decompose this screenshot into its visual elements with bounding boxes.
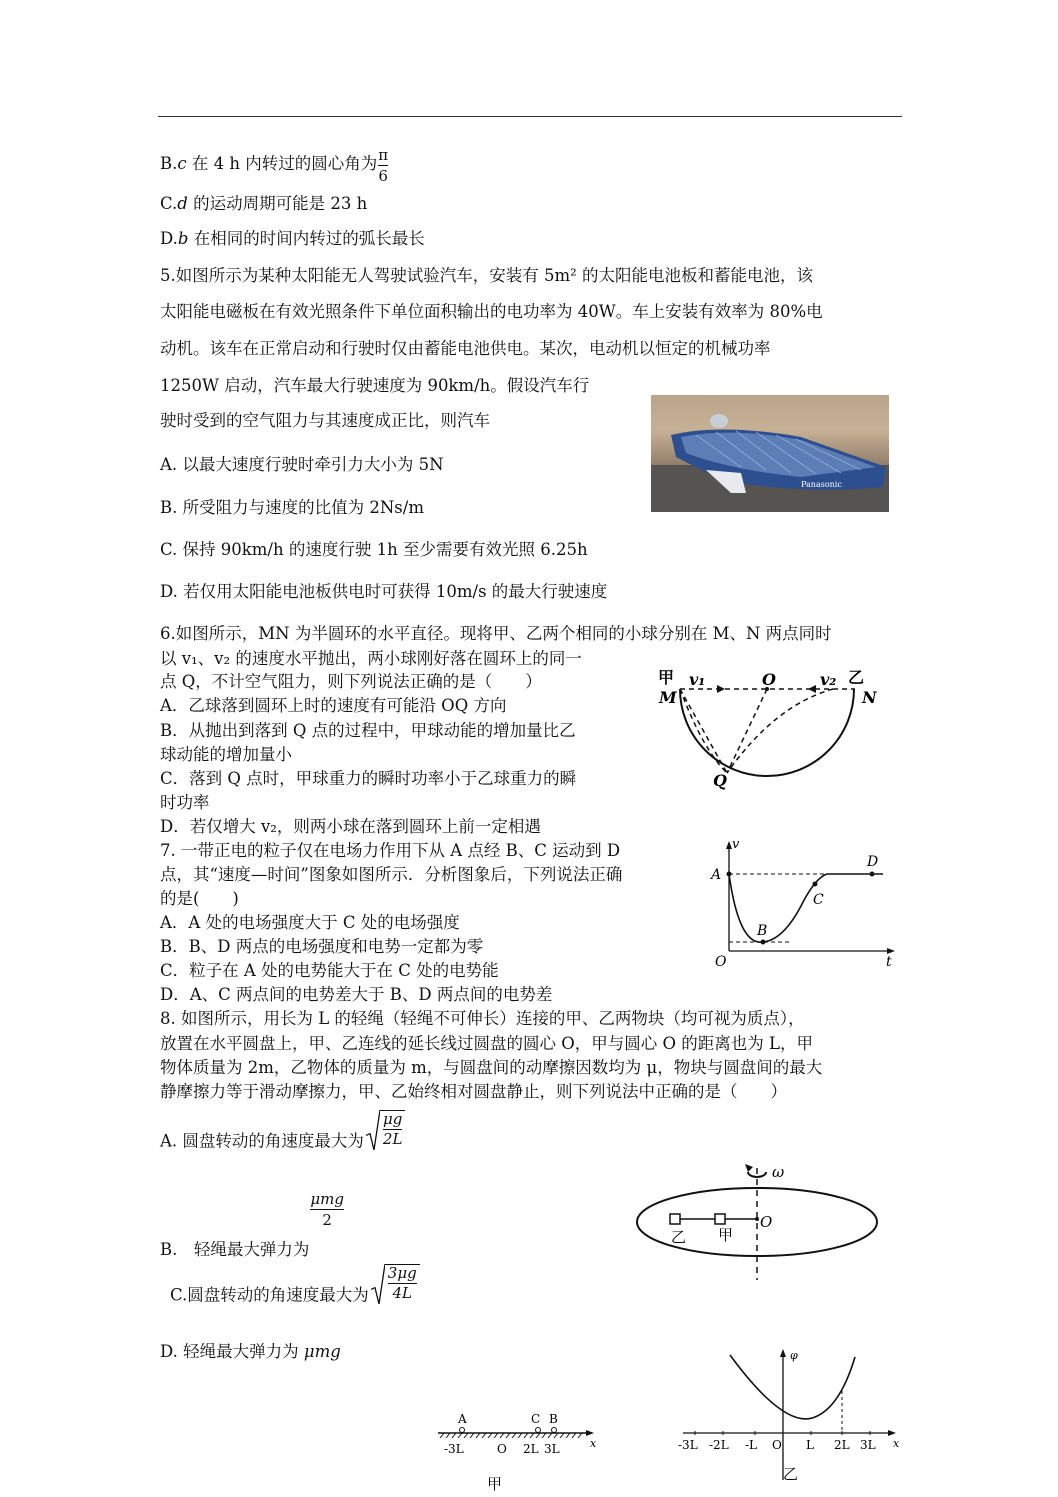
fig8-omega: ω bbox=[772, 1163, 785, 1181]
q6-option-b-line-2: 球动能的增加量小 bbox=[160, 745, 292, 764]
q6-option-c-line-2: 时功率 bbox=[160, 793, 210, 812]
fig7-point-C: C bbox=[813, 892, 824, 908]
q6-option-d: D．若仅增大 v₂，则两小球在落到圆环上前一定相遇 bbox=[160, 817, 541, 836]
q8-stem-line-4: 静摩擦力等于滑动摩擦力，甲、乙始终相对圆盘静止，则下列说法中正确的是（ ） bbox=[160, 1082, 787, 1101]
fig6-label-Q: Q bbox=[713, 771, 727, 790]
fig6-label-v1: v₁ bbox=[689, 670, 706, 689]
q6-option-b-line-1: B．从抛出到落到 Q 点的过程中，甲球动能的增加量比乙 bbox=[160, 721, 576, 740]
q8-option-a: A. 圆盘转动的角速度最大为 $\frac{\mu g}{2L}$ bbox=[160, 1110, 405, 1153]
q5-option-d: D. 若仅用太阳能电池板供电时可获得 10m/s 的最大行驶速度 bbox=[160, 582, 608, 601]
fig8-label-yi: 乙 bbox=[671, 1228, 687, 1246]
fig-jia-caption: 甲 bbox=[487, 1475, 503, 1493]
fig-jia-point-A: A bbox=[458, 1412, 467, 1426]
q5-stem-line-4: 1250W 启动，汽车最大行驶速度为 90km/h。假设汽车行 bbox=[160, 376, 590, 395]
solar-car-illustration bbox=[651, 395, 889, 512]
fig-yi-axis-phi: φ bbox=[790, 1349, 798, 1362]
fig-yi-tick-neg3L: -3L bbox=[678, 1438, 698, 1452]
q5-stem-line-2: 太阳能电磁板在有效光照条件下单位面积输出的电功率为 40W。车上安装有效率为 80%电 bbox=[160, 302, 823, 321]
fig6-label-yi: 乙 bbox=[848, 668, 865, 687]
q6-stem-line-2: 以 v₁、v₂ 的速度水平抛出，两小球刚好落在圆环上的同一 bbox=[160, 649, 582, 668]
q8-rotating-disk-figure bbox=[635, 1160, 885, 1285]
solar-car-photo bbox=[651, 395, 889, 512]
q7-option-c: C．粒子在 A 处的电势能大于在 C 处的电势能 bbox=[160, 961, 499, 980]
q7-stem-line-2: 点，其“速度—时间”图象如图所示．分析图象后，下列说法正确 bbox=[160, 865, 623, 884]
q5-stem-line-5: 驶时受到的空气阻力与其速度成正比，则汽车 bbox=[160, 411, 490, 430]
fig6-label-v2: v₂ bbox=[820, 670, 837, 689]
fig-yi-caption: 乙 bbox=[783, 1465, 799, 1483]
fig7-point-B: B bbox=[757, 923, 768, 939]
fig6-label-jia: 甲 bbox=[658, 668, 675, 687]
fig7-axis-v: v bbox=[732, 837, 740, 852]
fraction-mu-m-g-over-2: $\frac{\text{μmg}}{2}$ bbox=[310, 1190, 344, 1229]
sqrt-mu-g-over-2L: $\frac{\mu g}{2L}$ bbox=[366, 1110, 406, 1150]
q4-option-d: D.b 在相同的时间内转过的弧长最长 bbox=[160, 229, 425, 248]
q6-semicircle-figure bbox=[655, 655, 895, 790]
q5-option-b: B. 所受阻力与速度的比值为 2Ns/m bbox=[160, 498, 424, 517]
q8-option-b: B. 轻绳最大弹力为 $\frac{\text{μmg}}{2}$ bbox=[160, 1190, 344, 1259]
bottom-figure-yi-potential-graph bbox=[675, 1345, 905, 1490]
q7-stem-line-3: 的是( ) bbox=[160, 889, 239, 908]
q7-option-b: B．B、D 两点的电场强度和电势一定都为零 bbox=[160, 937, 484, 956]
q6-stem-line-1: 6.如图所示，MN 为半圆环的水平直径。现将甲、乙两个相同的小球分别在 M、N 两点同时 bbox=[160, 624, 832, 643]
fig8-center-O: O bbox=[760, 1213, 773, 1231]
fig-yi-tick-neg2L: -2L bbox=[709, 1438, 729, 1452]
fig-yi-tick-O: O bbox=[772, 1438, 782, 1452]
q5-option-a: A. 以最大速度行驶时牵引力大小为 5N bbox=[160, 455, 444, 474]
fig6-label-O: O bbox=[762, 670, 776, 689]
q4-option-c: C.d 的运动周期可能是 23 h bbox=[160, 194, 368, 213]
fig-jia-tick-2L: 2L bbox=[523, 1442, 539, 1456]
fig7-point-A: A bbox=[711, 867, 722, 883]
fig-jia-tick-neg3L: -3L bbox=[444, 1442, 464, 1456]
q8-stem-line-2: 放置在水平圆盘上，甲、乙连线的延长线过圆盘的圆心 O，甲与圆心 O 的距离也为 L，甲 bbox=[160, 1034, 813, 1053]
q7-option-a: A．A 处的电场强度大于 C 处的电场强度 bbox=[160, 913, 460, 932]
fig6-label-M: M bbox=[659, 688, 677, 707]
q4-option-b: B.c 在 4 h 内转过的圆心角为 $\frac{\pi}{6}$ bbox=[160, 146, 389, 185]
q6-option-a: A．乙球落到圆环上时的速度有可能沿 OQ 方向 bbox=[160, 696, 507, 715]
q8-option-c: C.圆盘转动的角速度最大为 $\frac{3\mu g}{4L}$ bbox=[170, 1264, 420, 1307]
fig-jia-axis-x: x bbox=[590, 1437, 597, 1450]
fig7-origin-O: O bbox=[715, 954, 727, 970]
panasonic-logo: Panasonic bbox=[801, 480, 842, 489]
header-rule bbox=[158, 116, 902, 117]
fig-yi-axis-x: x bbox=[893, 1437, 900, 1450]
fig-yi-tick-3L: 3L bbox=[860, 1438, 876, 1452]
q8-stem-line-1: 8. 如图所示，用长为 L 的轻绳（轻绳不可伸长）连接的甲、乙两物块（均可视为质点）， bbox=[160, 1009, 805, 1028]
q6-stem-line-3: 点 Q，不计空气阻力，则下列说法正确的是（ ） bbox=[160, 672, 542, 691]
q5-option-c: C. 保持 90km/h 的速度行驶 1h 至少需要有效光照 6.25h bbox=[160, 540, 588, 559]
q8-stem-line-3: 物体质量为 2m，乙物体的质量为 m，与圆盘间的动摩擦因数均为 μ，物块与圆盘间的最大 bbox=[160, 1058, 823, 1077]
q7-velocity-time-graph bbox=[705, 836, 900, 971]
q7-option-d: D．A、C 两点间的电势差大于 B、D 两点间的电势差 bbox=[160, 985, 553, 1004]
fraction-pi-over-6: $\frac{\pi}{6}$ bbox=[378, 146, 389, 185]
q8-option-d: D. 轻绳最大弹力为 μmg bbox=[160, 1342, 341, 1361]
fig6-label-N: N bbox=[862, 688, 877, 707]
bottom-figure-jia bbox=[430, 1405, 610, 1495]
q7-stem-line-1: 7. 一带正电的粒子仅在电场力作用下从 A 点经 B、C 运动到 D bbox=[160, 841, 621, 860]
fig-yi-tick-L: L bbox=[806, 1438, 814, 1452]
fig-jia-tick-3L: 3L bbox=[544, 1442, 560, 1456]
fig-jia-tick-O: O bbox=[497, 1442, 507, 1456]
q5-stem-line-3: 动机。该车在正常启动和行驶时仅由蓄能电池供电。某次，电动机以恒定的机械功率 bbox=[160, 339, 771, 358]
sqrt-3-mu-g-over-4L: $\frac{3\mu g}{4L}$ bbox=[371, 1264, 420, 1304]
fig8-label-jia: 甲 bbox=[718, 1226, 734, 1244]
fig-jia-point-B: B bbox=[549, 1412, 558, 1426]
fig7-point-D: D bbox=[867, 854, 879, 870]
fig-jia-point-C: C bbox=[531, 1412, 541, 1426]
fig7-axis-t: t bbox=[886, 954, 892, 970]
q6-option-c-line-1: C．落到 Q 点时，甲球重力的瞬时功率小于乙球重力的瞬 bbox=[160, 769, 577, 788]
fig-yi-tick-negL: -L bbox=[745, 1438, 758, 1452]
q5-stem-line-1: 5.如图所示为某种太阳能无人驾驶试验汽车，安装有 5m² 的太阳能电池板和蓄能电池，该 bbox=[160, 266, 813, 285]
fig-yi-tick-2L: 2L bbox=[834, 1438, 850, 1452]
